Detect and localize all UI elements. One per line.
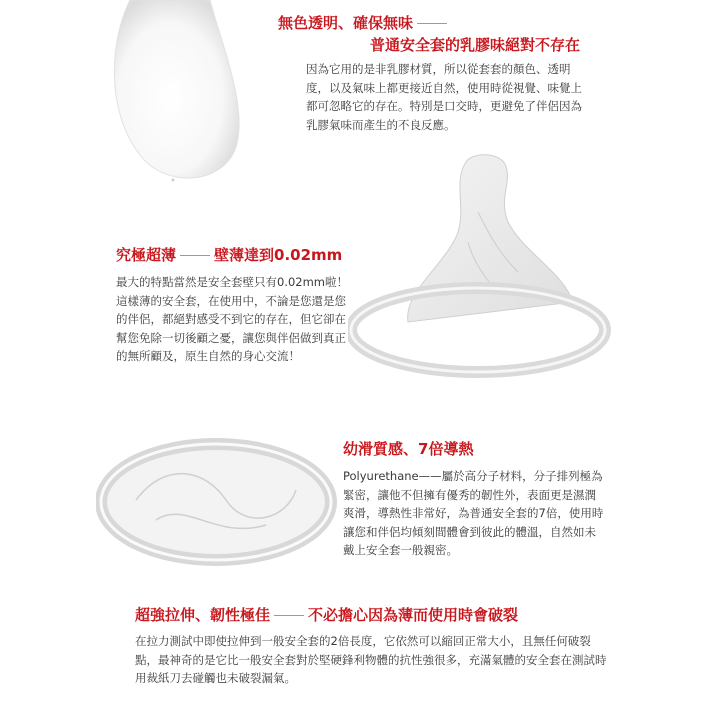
section1-heading-a: 無色透明、確保無味 xyxy=(278,14,414,32)
section2-heading-a: 究極超薄 xyxy=(116,246,177,264)
condom-flat-image xyxy=(96,430,341,570)
section1-heading xyxy=(278,12,451,33)
section4-heading xyxy=(135,604,518,625)
condom-tip-image xyxy=(100,0,250,190)
divider-line xyxy=(180,255,210,256)
section3-heading: 幼滑質感、7倍導熱 xyxy=(343,440,474,458)
section1-heading-b: 普通安全套的乳膠味絕對不存在 xyxy=(370,36,581,54)
section2-heading-b: 壁薄達到0.02mm xyxy=(214,246,343,264)
section1-body: 因為它用的是非乳膠材質，所以從套套的顏色、透明度，以及氣味上都更接近自然，使用時從視覺、味覺上都可忽略它的存在。特別是口交時，更避免了伴侶因為乳膠氣味而產生的不良反應。 xyxy=(306,62,582,132)
divider-line xyxy=(274,615,304,616)
section4-heading-a: 超強拉伸、韌性極佳 xyxy=(135,606,271,624)
section3-body: Polyurethane——屬於高分子材料，分子排列極為緊密，讓他不但擁有優秀的韌性外，表面更是濕潤爽滑，導熱性非常好，為普通安全套的7倍，使用時讓您和伴侶均傾刻間體會到彼此的體溫，自然如未戴上安全套一般親密。 xyxy=(343,469,604,557)
section2-heading xyxy=(116,244,342,265)
section4-body: 在拉力測試中即使拉伸到一般安全套的2倍長度，它依然可以縮回正常大小，且無任何破裂點，最神奇的是它比一般安全套對於堅硬鋒利物體的抗性強很多，充滿氣體的安全套在測試時用裁紙刀去碰觸也未破裂漏氣。 xyxy=(135,634,607,685)
section2-body: 最大的特點當然是安全套壁只有0.02mm啦！這樣薄的安全套，在使用中，不論是您還是您的伴侶，都絕對感受不到它的存在，但它卻在幫您免除一切後顧之憂，讓您與伴侶做到真正的無所顧及，原生自然的身心交流！ xyxy=(116,275,349,363)
section4-heading-b: 不必擔心因為薄而使用時會破裂 xyxy=(308,606,519,624)
divider-line xyxy=(417,23,447,24)
condom-upright-image xyxy=(348,152,618,397)
